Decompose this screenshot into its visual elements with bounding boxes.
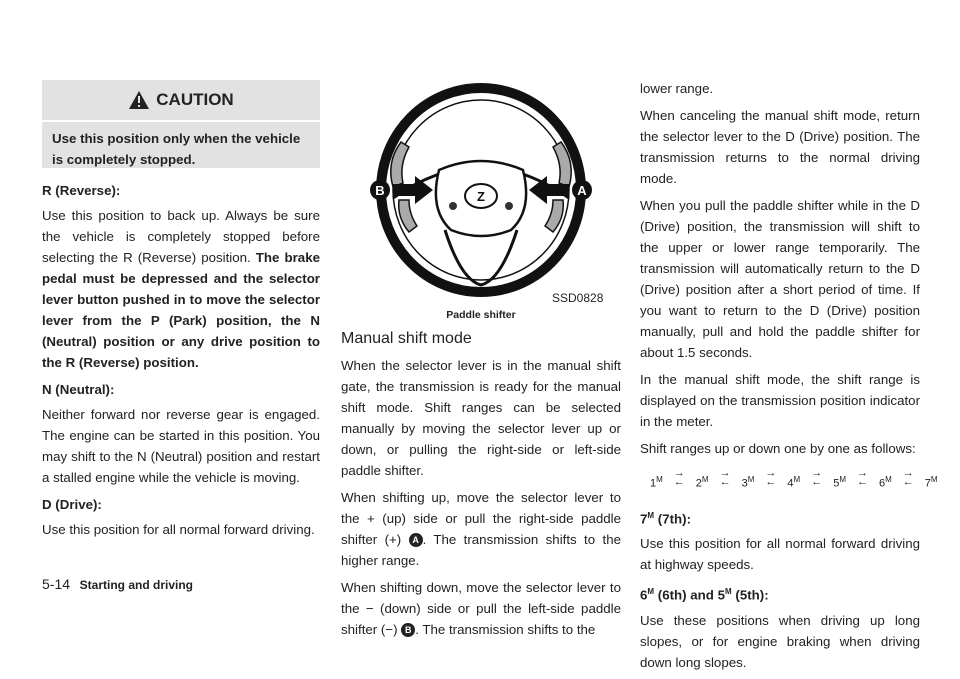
manual-mode-paragraph: When the selector lever is in the manual shift gate, the transmission is ready for the manual shift mode. Shift ranges can be selected manually by moving the selector lever up or down, or pulling the right-side or left-side paddle shifter. [341, 358, 621, 478]
gear-arrows: → ← [673, 467, 685, 488]
section-title: Manual shift mode [341, 330, 472, 347]
sixth-fifth-paragraph: Use these positions when driving up long slopes, or for engine braking when driving down long slopes. [640, 612, 920, 670]
paddle-drive-paragraph: When you pull the paddle shifter while in the D (Drive) position, the transmission will shift to the upper or lower range temporarily. The transmission will automatically return to the D (Drive) position after a short period of time. If you want to return to the D (Drive) position manually, pull and hold the paddle shifter for about 1.5 seconds. [640, 198, 920, 360]
figure-caption: Paddle shifter [446, 309, 516, 321]
shift-down-paragraph: When shifting down, move the selector lever to the − (down) side or pull the left-side paddle shifter (−) B . The transmission shifts to the [341, 580, 621, 637]
sixth-fifth-heading: $6^M$ (6th) and $5^M$ (5th): [640, 587, 769, 603]
paddle-shifter-figure [341, 80, 621, 318]
circle-b-icon: B [401, 623, 415, 637]
seventh-heading: $7^M$ (7th): [640, 510, 692, 527]
shift-up-paragraph: When shifting up, move the selector lever to the + (up) side or pull the right-side paddle shifter (+) A . The transmission shifts to the higher range. [341, 490, 621, 568]
gear-6: $6^M$ [878, 475, 892, 490]
caution-text: Use this position only when the vehicle is completely stopped. [52, 131, 301, 167]
column-3 [640, 78, 938, 679]
drive-paragraph: Use this position for all normal forward driving. [42, 522, 315, 537]
caution-header [42, 80, 320, 122]
section-name: Starting and driving [79, 578, 193, 592]
lower-range-text: lower range. [640, 81, 714, 96]
gear-1: $1^M$ [650, 475, 663, 490]
gear-3: $3^M$ [741, 475, 755, 490]
gear-2: $2^M$ [695, 475, 709, 490]
gear-arrows: → ← [811, 467, 823, 488]
neutral-heading: N (Neutral): [42, 382, 115, 397]
figure-label-b: B [375, 183, 385, 198]
gear-5: $5^M$ [833, 475, 846, 490]
circle-a-icon: A [409, 533, 423, 547]
svg-text:Z: Z [477, 189, 485, 204]
gear-arrows: → ← [765, 467, 777, 488]
gear-sequence [648, 467, 938, 495]
gear-7: $7^M$ [924, 475, 938, 490]
column-1 [42, 180, 320, 546]
figure-code: SSD0828 [552, 291, 604, 305]
indicator-paragraph: In the manual shift mode, the shift range is displayed on the transmission position indicator in the meter. [640, 372, 920, 429]
gear-4: $4^M$ [787, 475, 801, 490]
gear-arrows: → ← [856, 467, 868, 488]
column-2 [341, 328, 621, 646]
sequence-intro: Shift ranges up or down one by one as follows: [640, 441, 916, 456]
steering-wheel-illustration [341, 80, 621, 318]
figure-label-a: A [577, 183, 587, 198]
gear-arrows: → ← [902, 467, 914, 488]
gear-arrows: → ← [719, 467, 731, 488]
caution-box [42, 80, 320, 168]
seventh-paragraph: Use this position for all normal forward driving at highway speeds. [640, 536, 920, 573]
drive-heading: D (Drive): [42, 497, 102, 512]
reverse-paragraph: Use this position to back up. Always be sure the vehicle is completely stopped before selecting the R (Reverse) position. The brake pedal must be depressed and the selector lever button pushed in to move the selector lever from the P (Park) position, the N (Neutral) position or any drive position to the R (Reverse) position. [42, 208, 320, 370]
reverse-heading: R (Reverse): [42, 183, 121, 198]
neutral-paragraph: Neither forward nor reverse gear is engaged. The engine can be started in this position. You may shift to the N (Neutral) position and restart a stalled engine while the vehicle is moving. [42, 407, 320, 485]
caution-title: CAUTION [156, 90, 234, 109]
page-footer [42, 576, 193, 592]
page-number: 5-14 [42, 576, 71, 592]
warning-icon [128, 90, 150, 110]
cancel-paragraph: When canceling the manual shift mode, return the selector lever to the D (Drive) position. The transmission returns to the normal driving mode. [640, 108, 920, 186]
